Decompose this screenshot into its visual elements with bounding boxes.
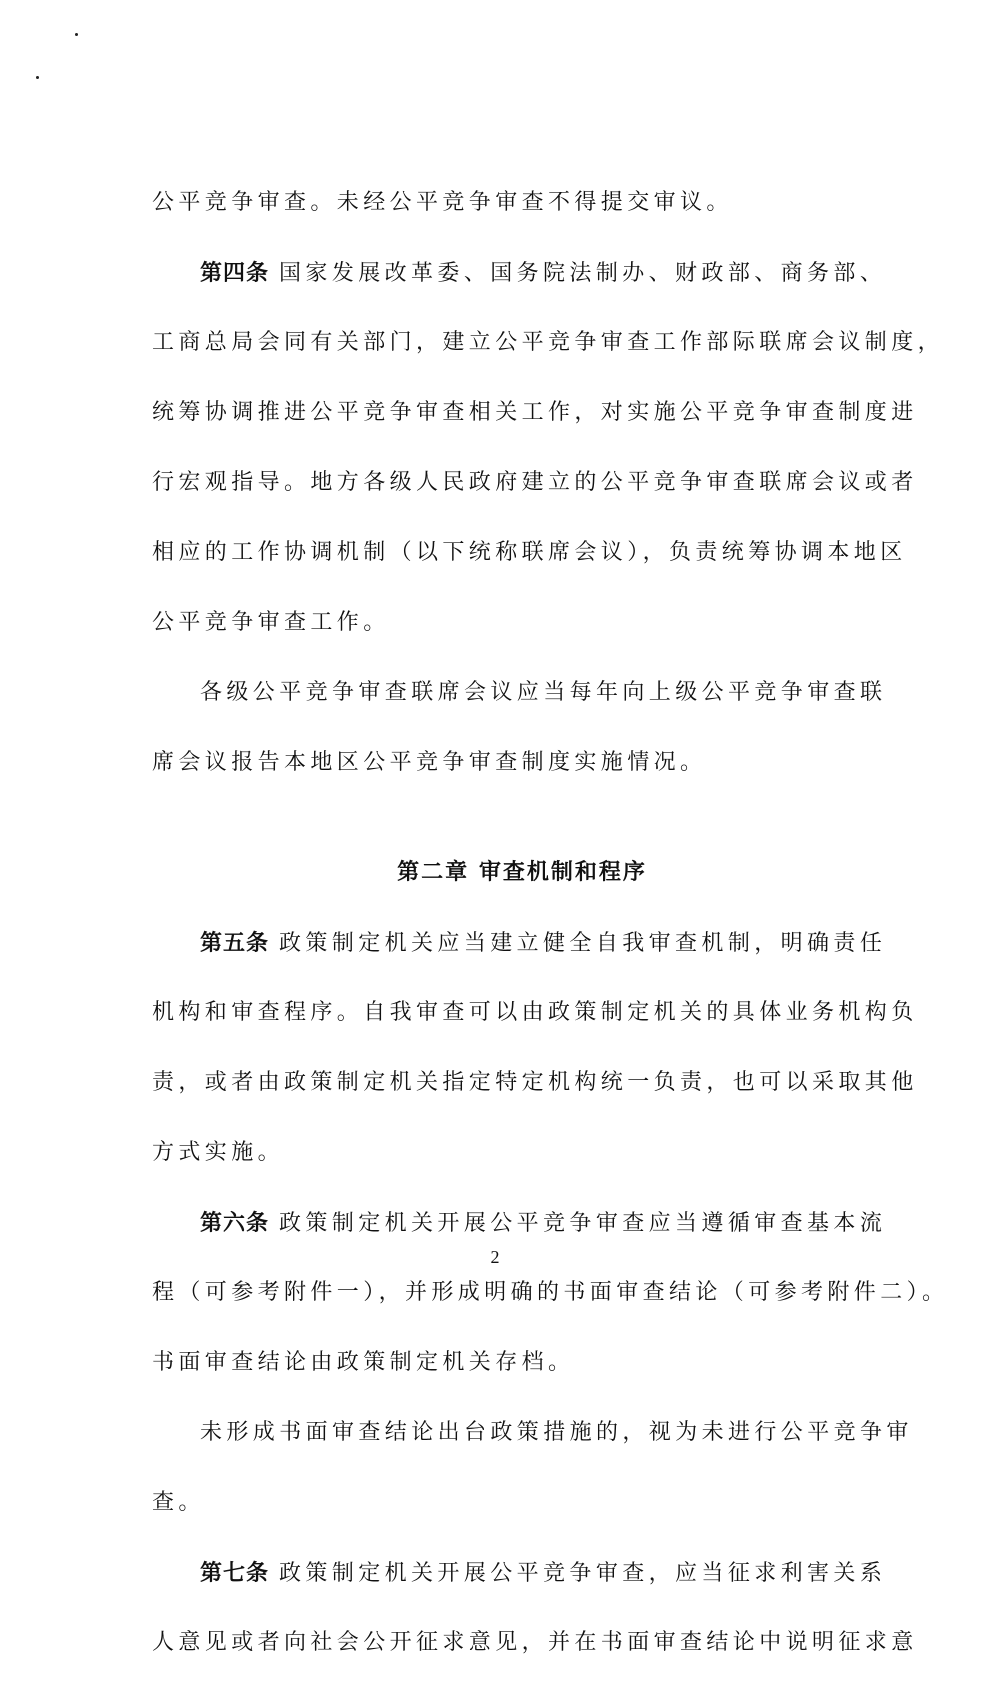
text-line: 书面审查结论由政策制定机关存档。 [152,1350,575,1375]
text-line: 未形成书面审查结论出台政策措施的，视为未进行公平竞争审 [200,1420,913,1445]
section-spacer [152,818,852,858]
text-line: 机构和审查程序。自我审查可以由政策制定机关的具体业务机构负 [152,1000,918,1025]
text-line: 人意见或者向社会公开征求意见，并在书面审查结论中说明征求意 [152,1630,918,1655]
article-text: 国家发展改革委、国务院法制办、财政部、商务部、 [279,261,887,286]
article-6-line [152,1208,887,1238]
document-body [152,188,949,1698]
scan-speck [75,33,78,36]
article-text: 政策制定机关应当建立健全自我审查机制，明确责任 [279,931,887,956]
article-7-label: 第七条 [200,1560,270,1586]
chapter-heading: 第二章 审查机制和程序 [397,860,647,885]
text-line: 责，或者由政策制定机关指定特定机构统一负责，也可以采取其他 [152,1070,918,1095]
text-line: 工商总局会同有关部门，建立公平竞争审查工作部际联席会议制度， [152,330,945,355]
text-line: 各级公平竞争审查联席会议应当每年向上级公平竞争审查联 [200,680,887,705]
article-4-label: 第四条 [200,260,270,286]
article-text: 政策制定机关开展公平竞争审查，应当征求利害关系 [279,1561,887,1586]
text-line: 方式实施。 [152,1140,285,1165]
article-5-line [152,928,887,958]
text-line: 行宏观指导。地方各级人民政府建立的公平竞争审查联席会议或者 [152,470,918,495]
text-line: 查。 [152,1490,205,1515]
scan-speck [36,76,39,79]
text-line: 相应的工作协调机制（以下统称联席会议），负责统筹协调本地区 [152,540,907,565]
text-line: 公平竞争审查工作。 [152,610,390,635]
text-line: 统筹协调推进公平竞争审查相关工作，对实施公平竞争审查制度进 [152,400,918,425]
article-text: 政策制定机关开展公平竞争审查应当遵循审查基本流 [279,1211,887,1236]
article-7-line [152,1558,887,1588]
page-number: 2 [490,1247,500,1267]
article-5-label: 第五条 [200,930,270,956]
text-line: 程（可参考附件一），并形成明确的书面审查结论（可参考附件二）。 [152,1280,949,1305]
text-line: 席会议报告本地区公平竞争审查制度实施情况。 [152,750,707,775]
article-6-label: 第六条 [200,1210,270,1236]
text-line: 公平竞争审查。未经公平竞争审查不得提交审议。 [152,190,733,215]
article-4-line [152,258,887,288]
